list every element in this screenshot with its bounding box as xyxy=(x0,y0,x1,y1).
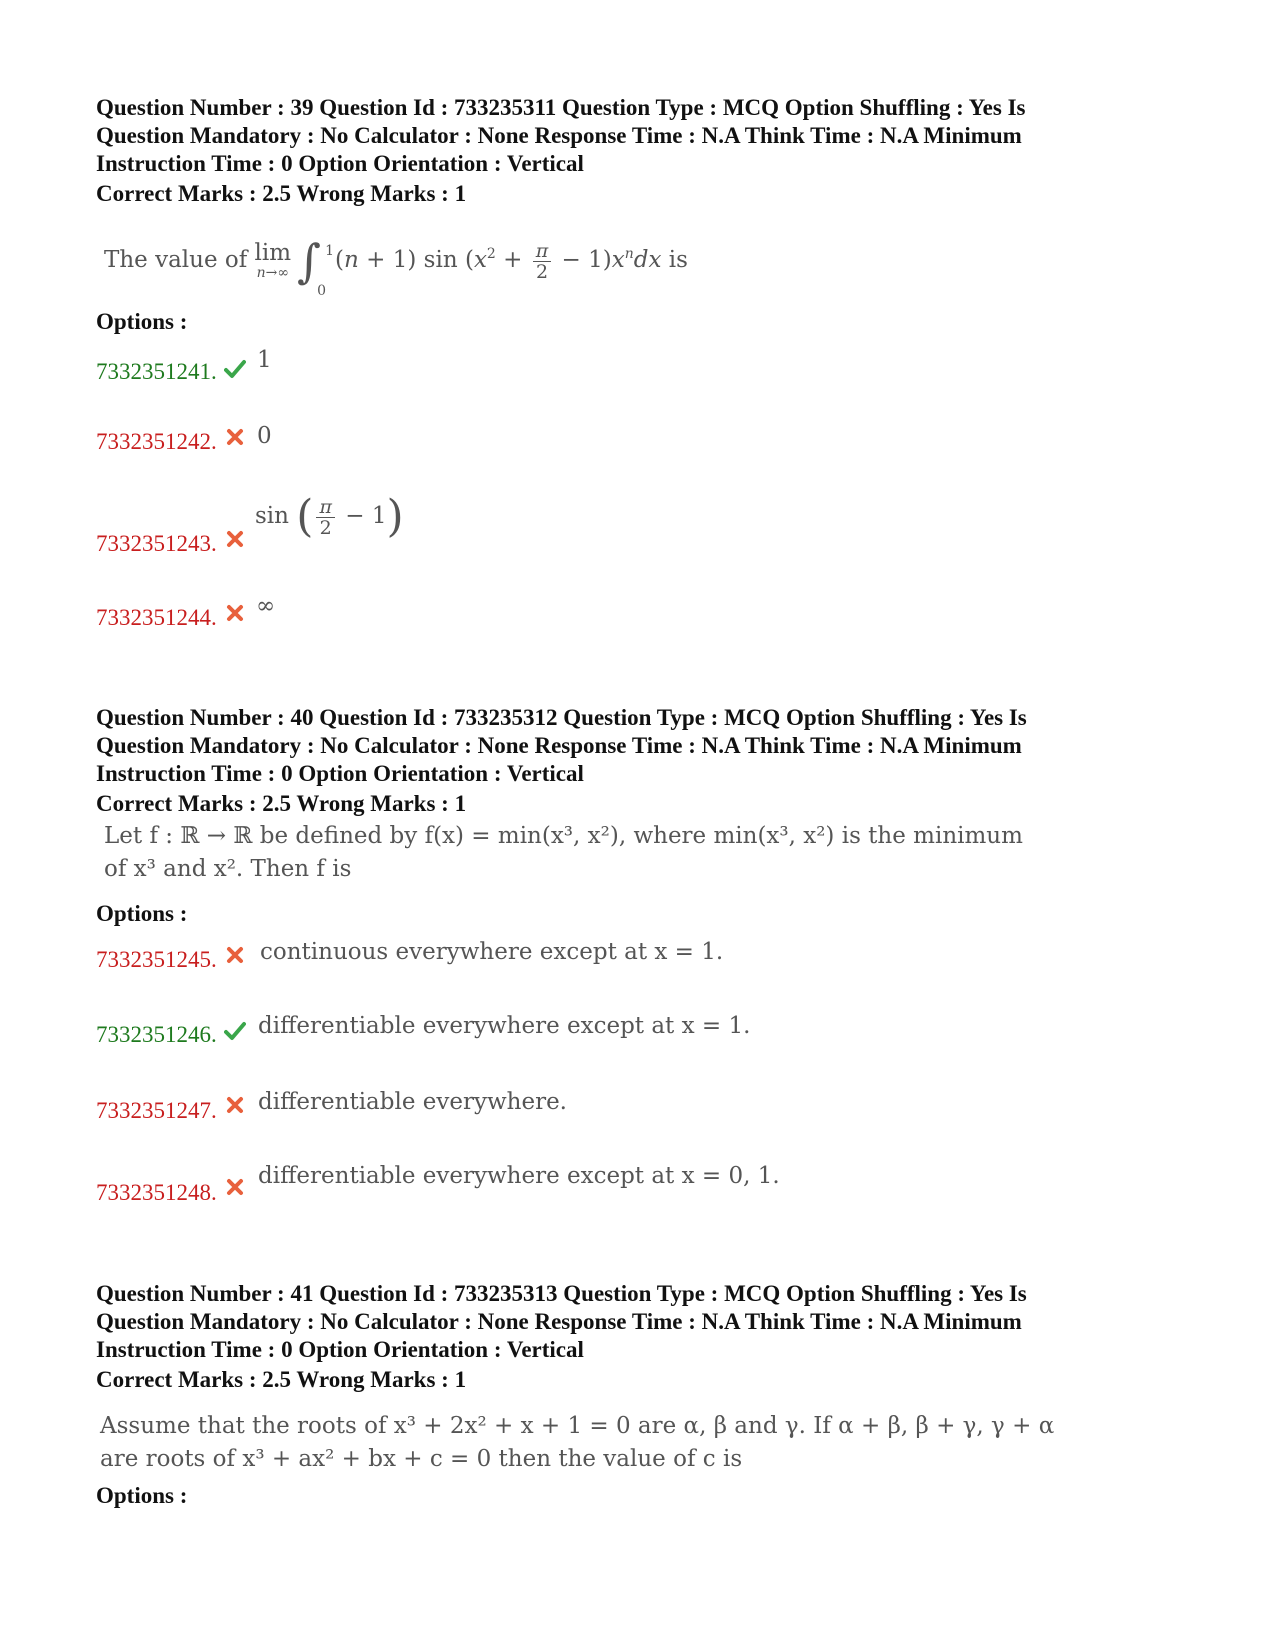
check-icon xyxy=(224,1020,246,1042)
option-text: ∞ xyxy=(256,593,276,619)
option-text: differentiable everywhere except at x = 1. xyxy=(258,1013,751,1039)
marks-line: Correct Marks : 2.5 Wrong Marks : 1 xyxy=(96,181,467,206)
question-text-line: are roots of x³ + ax² + bx + c = 0 then the value of c is xyxy=(100,1446,743,1472)
question-meta xyxy=(96,704,1206,788)
question-text xyxy=(104,234,1104,299)
meta-line: Question Number : 39 Question Id : 733235311 Question Type : MCQ Option Shuffling : Yes Is xyxy=(96,95,1026,120)
cross-icon xyxy=(224,1176,246,1198)
option-id: 7332351246. xyxy=(96,1022,217,1047)
question-meta xyxy=(96,94,1206,178)
meta-line: Instruction Time : 0 Option Orientation : Vertical xyxy=(96,761,584,786)
marks-line: Correct Marks : 2.5 Wrong Marks : 1 xyxy=(96,1367,467,1392)
cross-icon xyxy=(224,528,246,550)
options-label: Options : xyxy=(96,309,188,334)
option-text: continuous everywhere except at x = 1. xyxy=(260,939,724,965)
option-text: 0 xyxy=(257,423,272,449)
meta-line: Question Mandatory : No Calculator : None Response Time : N.A Think Time : N.A Minimum xyxy=(96,733,1022,758)
meta-line: Question Number : 40 Question Id : 733235312 Question Type : MCQ Option Shuffling : Yes Is xyxy=(96,705,1027,730)
question-text-line: of x³ and x². Then f is xyxy=(104,856,352,882)
check-icon xyxy=(224,358,246,380)
marks-line: Correct Marks : 2.5 Wrong Marks : 1 xyxy=(96,791,467,816)
meta-line: Question Mandatory : No Calculator : None Response Time : N.A Think Time : N.A Minimum xyxy=(96,123,1022,148)
question-text-math: The value of lim n→∞ ∫ 1 0 (n + 1) $\sin (x^2$ + $\frac{\pi}{2}$ − $1)x^ndx$ is xyxy=(104,234,688,299)
meta-line: Instruction Time : 0 Option Orientation : Vertical xyxy=(96,151,584,176)
option-text: differentiable everywhere. xyxy=(258,1089,567,1115)
option-text: 1 xyxy=(257,347,272,373)
question-text xyxy=(100,1410,1100,1476)
meta-line: Question Mandatory : No Calculator : None Response Time : N.A Think Time : N.A Minimum xyxy=(96,1309,1022,1334)
option-id: 7332351245. xyxy=(96,947,217,972)
question-meta xyxy=(96,1280,1206,1364)
option-id: 7332351247. xyxy=(96,1098,217,1123)
option-id: 7332351244. xyxy=(96,605,217,630)
meta-line: Instruction Time : 0 Option Orientation : Vertical xyxy=(96,1337,584,1362)
cross-icon xyxy=(224,602,246,624)
options-label: Options : xyxy=(96,901,188,926)
cross-icon xyxy=(224,426,246,448)
question-text xyxy=(104,820,1104,886)
question-text-line: Assume that the roots of x³ + 2x² + x + 1 = 0 are α, β and γ. If α + β, β + γ, γ + α xyxy=(100,1413,1055,1439)
cross-icon xyxy=(224,1094,246,1116)
option-text-math: sin ( $\frac{\pi}{2}$ − 1) xyxy=(255,491,404,542)
meta-line: Question Number : 41 Question Id : 733235313 Question Type : MCQ Option Shuffling : Yes Is xyxy=(96,1281,1027,1306)
cross-icon xyxy=(224,944,246,966)
option-text: differentiable everywhere except at x = 0, 1. xyxy=(258,1163,780,1189)
question-text-line: Let f : ℝ → ℝ be defined by f(x) = min(x³, x²), where min(x³, x²) is the minimum xyxy=(104,823,1023,849)
option-id: 7332351248. xyxy=(96,1180,217,1205)
option-id: 7332351243. xyxy=(96,531,217,556)
option-id: 7332351242. xyxy=(96,429,217,454)
option-id: 7332351241. xyxy=(96,359,217,384)
options-label: Options : xyxy=(96,1483,188,1508)
